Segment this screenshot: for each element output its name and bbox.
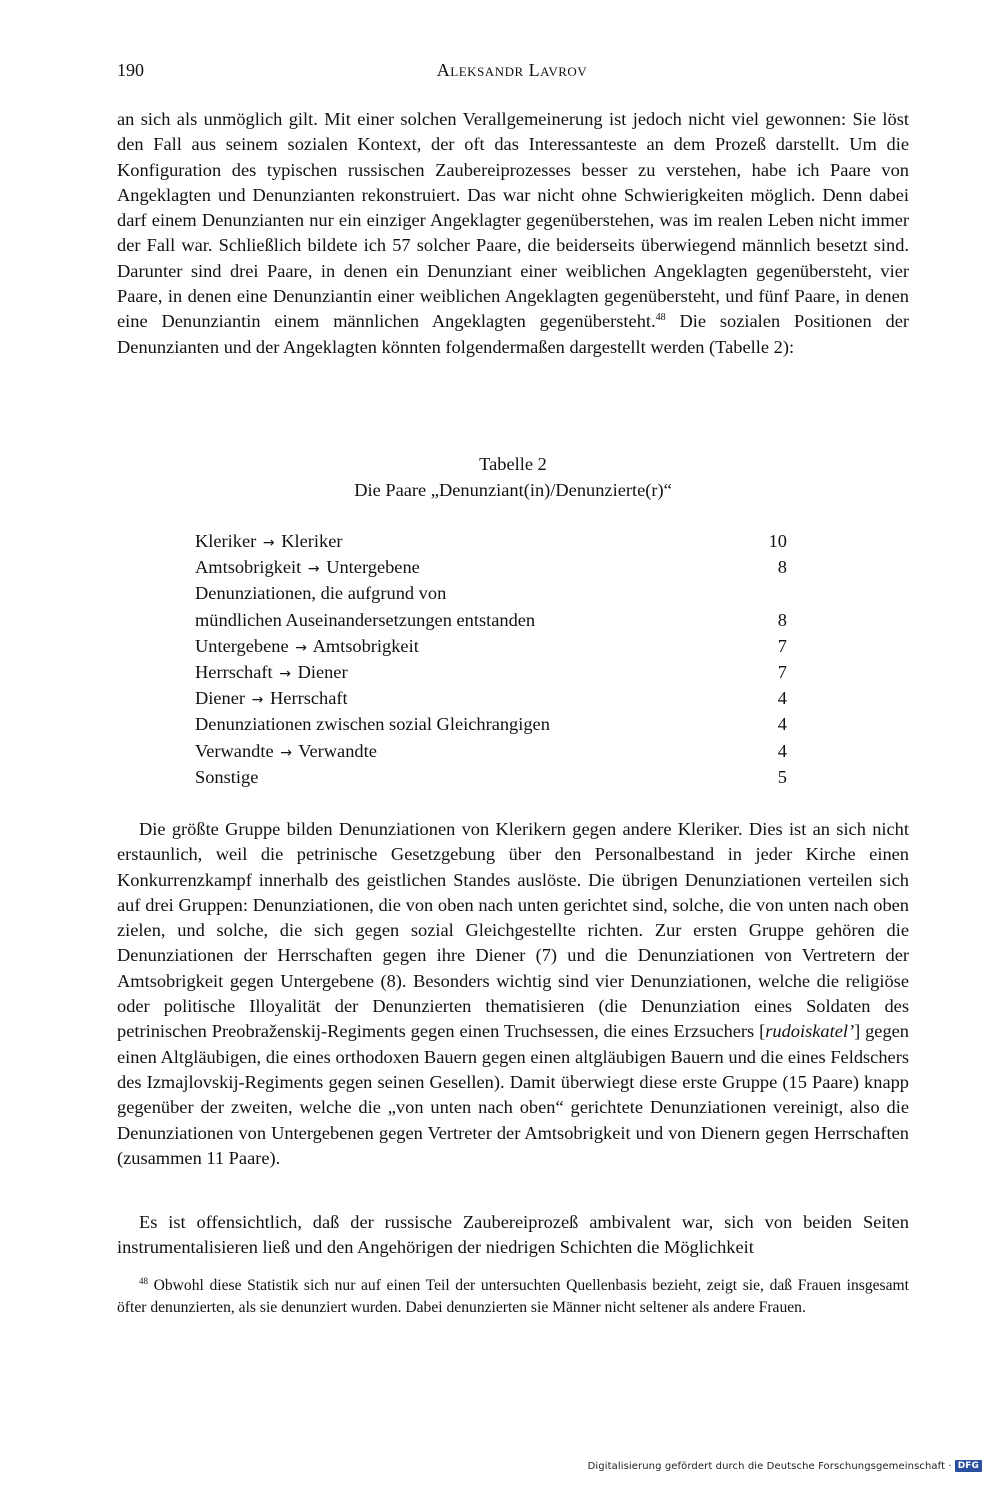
row-count: 5	[777, 766, 787, 787]
paragraph-1	[117, 107, 909, 360]
table-row	[195, 764, 787, 790]
page-number: 190	[117, 60, 144, 80]
table-row	[195, 659, 787, 685]
row-label	[195, 738, 377, 766]
row-count: 4	[777, 714, 787, 735]
row-to: Untergebene	[326, 557, 420, 578]
footnote-text: Obwohl diese Statistik sich nur auf einen Teil der untersuchten Quellenbasis bezieht, zeigt sie, daß Frauen insgesamt öfter denunzierten, als sie denunziert wurden. Dabei denunzierten sie Männer nicht seltener als andere Frauen.	[117, 1277, 909, 1316]
row-from: Amtsobrigkeit	[195, 557, 302, 578]
dfg-logo: DFG	[955, 1460, 982, 1472]
arrow-right-icon: →	[307, 561, 320, 578]
row-count: 7	[777, 635, 787, 656]
row-from: Diener	[195, 688, 246, 709]
paragraph-3: Es ist offensichtlich, daß der russische Zaubereiprozeß ambivalent war, sich von beiden Seiten instrumentalisieren ließ und den Angehörigen der niedrigen Schichten die Möglichkeit	[117, 1212, 909, 1258]
table-row	[195, 554, 787, 580]
row-label	[195, 685, 348, 713]
table-row	[195, 633, 787, 659]
row-from: Untergebene	[195, 635, 289, 656]
row-to: Amtsobrigkeit	[312, 635, 419, 656]
row-label: Denunziationen zwischen sozial Gleichrangigen	[195, 714, 550, 735]
table-row	[195, 738, 787, 764]
table-row	[195, 607, 787, 633]
row-label: mündlichen Auseinandersetzungen entstanden	[195, 609, 536, 630]
row-label: Denunziationen, die aufgrund von	[195, 583, 447, 604]
row-from: Herrschaft	[195, 661, 273, 682]
arrow-right-icon: →	[262, 535, 275, 551]
table-row	[195, 685, 787, 711]
table-row	[195, 528, 787, 554]
pairs-table	[195, 528, 787, 790]
footnote-number: 48	[139, 1275, 148, 1286]
paragraph-2-text: Die größte Gruppe bilden Denunziationen von Klerikern gegen andere Kleriker. Dies ist an sich nicht erstaunlich, weil die petrinische Gesetzgebung über den Personalbestand in jeder Kirche einen Konkurrenzkampf innerhalb des geistlichen Standes auslöste. Die übrigen Denunziationen verteilen sich auf drei Gruppen: Denunziationen, die von oben nach unten gerichtet sind, solche, die von unten nach oben zielen, und solche, die sich gegen sozial Gleichgestellte richten. Zur ersten Gruppe gehören die Denunziationen der Herrschaften gegen ihre Diener (7) und die Denunziationen von Vertretern der Amtsobrigkeit gegen Untergebene (8). Besonders wichtig sind vier Denunziationen, welche die religiöse oder politische Illoyalität der Denunzierten thematisieren (die Denunziation eines Soldaten des petrinischen Preobraženskij-Regiments gegen einen Truchsessen, die eines Erzsuchers [	[117, 819, 909, 1042]
row-to: Kleriker	[281, 531, 343, 551]
footnote	[117, 1275, 909, 1318]
row-count: 10	[768, 531, 787, 551]
table-row	[195, 711, 787, 737]
paragraph-2-text-continued: ] gegen einen Altgläubigen, die eines orthodoxen Bauern gegen einen altgläubigen Bauern und die eines Feldschers des Izmajlovskij-Regiments gegen seinen Gesellen). Damit überwiegt diese erste Gruppe (15 Paare) knapp gegenüber der zweiten, welche die „von unten nach oben“ gerichtete Denunziationen vereinigt, also die Denunziationen von Untergebenen gegen Vertreter der Amtsobrigkeit und von Dienern gegen Herrschaften (zusammen 11 Paare).	[117, 1021, 909, 1168]
table-row	[195, 580, 787, 606]
row-from: Kleriker	[195, 531, 257, 551]
arrow-right-icon: →	[280, 744, 292, 761]
row-to: Diener	[297, 661, 348, 682]
paragraph-1-text-continued: Die sozialen Positionen der Denunzianten und der Angeklagten könnten folgendermaßen dargestellt werden (Tabelle 2):	[117, 311, 909, 357]
credit-text: Digitalisierung gefördert durch die Deutsche Forschungsgemeinschaft ·	[587, 1460, 952, 1472]
row-label	[195, 659, 348, 687]
row-label	[195, 554, 420, 582]
arrow-right-icon: →	[295, 639, 307, 656]
arrow-right-icon: →	[251, 692, 264, 709]
table-label: Tabelle 2	[479, 454, 547, 474]
row-count: 4	[777, 740, 787, 761]
footnote-reference[interactable]: 48	[655, 312, 666, 324]
row-label	[195, 528, 343, 556]
italic-term: rudoiskatel’	[765, 1021, 855, 1042]
row-count: 8	[777, 557, 787, 578]
arrow-right-icon: →	[279, 665, 291, 682]
table-caption: Die Paare „Denunziant(in)/Denunzierte(r)“	[354, 480, 672, 500]
row-to: Verwandte	[298, 740, 377, 761]
digitization-credit	[588, 1460, 982, 1472]
row-count: 7	[777, 661, 787, 682]
row-label	[195, 633, 419, 661]
row-from: Verwandte	[195, 740, 274, 761]
row-label: Sonstige	[195, 766, 259, 787]
running-head-author: Aleksandr Lavrov	[436, 60, 588, 80]
row-count: 8	[777, 609, 787, 630]
paragraph-2	[117, 817, 909, 1171]
row-to: Herrschaft	[270, 688, 348, 709]
page-header	[117, 60, 907, 84]
row-count: 4	[777, 688, 787, 709]
paragraph-1-text: an sich als unmöglich gilt. Mit einer solchen Verallgemeinerung ist jedoch nicht viel gewonnen: Sie löst den Fall aus seinem sozialen Kontext, der oft das Interessanteste an dem Prozeß darstellt. Um die Konfiguration des typischen russischen Zaubereiprozesses besser zu verstehen, habe ich Paare von Angeklagten und Denunzianten rekonstruiert. Das war nicht ohne Schwierigkeiten möglich. Denn dabei darf einem Denunzianten nur ein einziger Angeklagter gegenüberstehen, was im realen Leben nicht immer der Fall war. Schließlich bildete ich 57 solcher Paare, die beiderseits überwiegend männlich besetzt sind. Darunter sind drei Paare, in denen ein Denunziant einer weiblichen Angeklagten gegenübersteht, vier Paare, in denen eine Denunziantin einer weiblichen Angeklagten gegenübersteht, und fünf Paare, in denen eine Denunziantin einem männlichen Angeklagten gegenübersteht.	[117, 109, 909, 332]
